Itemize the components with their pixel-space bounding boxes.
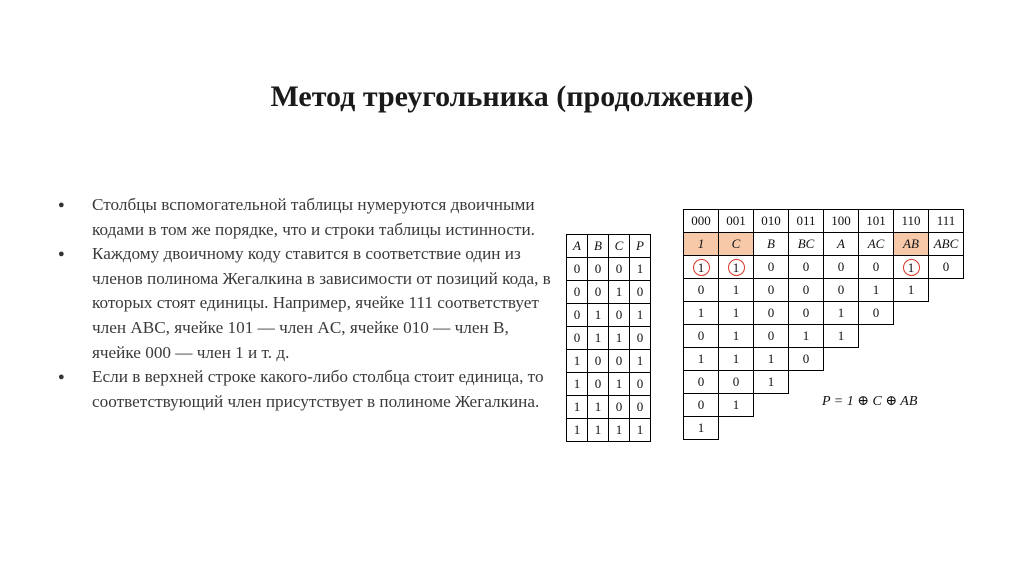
triangle-cell: 0 [684, 394, 719, 417]
triangle-empty-cell [859, 417, 894, 440]
triangle-cell: 1 [719, 279, 754, 302]
bullet-item [58, 242, 558, 365]
truth-table-cell: 1 [630, 419, 651, 442]
triangle-cell: 0 [929, 256, 964, 279]
triangle-term-cell: B [754, 233, 789, 256]
bullet-list [58, 193, 558, 414]
triangle-empty-cell [789, 417, 824, 440]
truth-table-cell: 1 [630, 258, 651, 281]
truth-table-cell: 1 [567, 396, 588, 419]
truth-table-row [567, 304, 651, 327]
triangle-term-cell: ABC [929, 233, 964, 256]
triangle-empty-cell [894, 371, 929, 394]
triangle-cell: 0 [859, 302, 894, 325]
triangle-cell: 1 [684, 417, 719, 440]
bullet-text: Каждому двоичному коду ставится в соответствие один из членов полинома Жегалкина в зависимости от позиций кода, в которых стоят единицы. Например, ячейке 111 соответствует член ABC, ячейке 101 — член AC, ячейке 010 — член B, ячейке 000 — член 1 и т. д. [92, 244, 551, 362]
triangle-empty-cell [929, 417, 964, 440]
truth-table-cell: 1 [588, 396, 609, 419]
truth-table-cell: 1 [588, 304, 609, 327]
triangle-cell: 0 [824, 279, 859, 302]
truth-table-cell: 1 [588, 419, 609, 442]
truth-table-cell: 0 [567, 281, 588, 304]
triangle-cell: 0 [789, 279, 824, 302]
triangle-cell: 1 [684, 348, 719, 371]
triangle-term-cell: AC [859, 233, 894, 256]
triangle-empty-cell [719, 417, 754, 440]
truth-table-cell: 0 [630, 373, 651, 396]
truth-table-cell: 1 [567, 419, 588, 442]
bullet-dot-icon: ● [58, 248, 65, 261]
triangle-cell: 0 [684, 371, 719, 394]
triangle-cell: 0 [789, 256, 824, 279]
triangle-cell: 0 [789, 348, 824, 371]
triangle-cell: 1 [719, 302, 754, 325]
triangle-cell: 0 [754, 325, 789, 348]
truth-table-cell: 0 [609, 396, 630, 419]
zhegalkin-formula: P = 1 ⊕ C ⊕ AB [822, 394, 918, 409]
circled-value: 1 [693, 259, 710, 276]
truth-table-cell: 0 [609, 304, 630, 327]
triangle-empty-cell [824, 417, 859, 440]
triangle-empty-cell [859, 348, 894, 371]
truth-table-cell: 1 [609, 373, 630, 396]
triangle-code-row [684, 210, 964, 233]
triangle-cell: 1 [894, 279, 929, 302]
triangle-code-cell: 100 [824, 210, 859, 233]
triangle-cell: 1 [859, 279, 894, 302]
truth-table-cell: 1 [609, 327, 630, 350]
bullet-item [58, 365, 558, 414]
triangle-empty-cell [929, 302, 964, 325]
triangle-cell: 0 [824, 256, 859, 279]
truth-table-header-cell: B [588, 235, 609, 258]
truth-table-cell: 1 [588, 327, 609, 350]
triangle-term-cell: BC [789, 233, 824, 256]
triangle-code-cell: 000 [684, 210, 719, 233]
triangle-row [684, 279, 964, 302]
truth-table-row [567, 350, 651, 373]
triangle-empty-cell [929, 325, 964, 348]
truth-table-cell: 1 [630, 350, 651, 373]
triangle-cell: 1 [719, 394, 754, 417]
triangle-cell: 1 [789, 325, 824, 348]
slide-title: Метод треугольника (продолжение) [270, 80, 754, 113]
truth-table-cell: 0 [588, 350, 609, 373]
triangle-cell: 1 [719, 325, 754, 348]
triangle-empty-cell [894, 417, 929, 440]
triangle-term-cell: AB [894, 233, 929, 256]
triangle-empty-cell [859, 325, 894, 348]
triangle-empty-cell [859, 371, 894, 394]
triangle-row [684, 348, 964, 371]
truth-table [566, 234, 651, 442]
triangle-empty-cell [929, 371, 964, 394]
triangle-empty-cell [894, 348, 929, 371]
triangle-cell [719, 256, 754, 279]
triangle-empty-cell [789, 371, 824, 394]
triangle-cell: 1 [754, 371, 789, 394]
triangle-code-cell: 110 [894, 210, 929, 233]
triangle-cell: 0 [719, 371, 754, 394]
triangle-empty-cell [929, 348, 964, 371]
truth-table-cell: 0 [609, 258, 630, 281]
triangle-empty-cell [789, 394, 824, 417]
triangle-code-cell: 111 [929, 210, 964, 233]
triangle-row [684, 417, 964, 440]
triangle-empty-cell [894, 302, 929, 325]
truth-table-cell: 0 [588, 373, 609, 396]
truth-table-cell: 0 [567, 304, 588, 327]
circled-value: 1 [903, 259, 920, 276]
triangle-empty-cell [754, 394, 789, 417]
bullet-dot-icon: ● [58, 199, 65, 211]
truth-table-cell: 0 [567, 327, 588, 350]
truth-table-cell: 1 [567, 373, 588, 396]
truth-table-cell: 0 [630, 327, 651, 350]
triangle-cell: 0 [789, 302, 824, 325]
triangle-cell: 1 [824, 325, 859, 348]
truth-table-row [567, 281, 651, 304]
bullet-dot-icon: ● [58, 371, 65, 384]
truth-table-cell: 0 [630, 281, 651, 304]
triangle-code-cell: 001 [719, 210, 754, 233]
triangle-cell: 0 [684, 279, 719, 302]
bullet-text: Столбцы вспомогательной таблицы нумеруются двоичными кодами в том же порядке, что и строки таблицы истинности. [92, 195, 535, 239]
triangle-cell: 0 [754, 279, 789, 302]
truth-table-cell: 0 [630, 396, 651, 419]
triangle-code-cell: 010 [754, 210, 789, 233]
triangle-cell: 0 [754, 256, 789, 279]
triangle-row [684, 325, 964, 348]
triangle-cell: 1 [719, 348, 754, 371]
triangle-cell: 1 [824, 302, 859, 325]
truth-table-row [567, 419, 651, 442]
triangle-cell: 1 [684, 302, 719, 325]
triangle-term-row [684, 233, 964, 256]
triangle-empty-cell [929, 279, 964, 302]
triangle-cell: 0 [859, 256, 894, 279]
triangle-cell [684, 256, 719, 279]
truth-table-cell: 1 [609, 419, 630, 442]
triangle-row [684, 302, 964, 325]
triangle-cell: 1 [754, 348, 789, 371]
triangle-empty-cell [894, 325, 929, 348]
triangle-term-cell: 1 [684, 233, 719, 256]
truth-table-cell: 1 [630, 304, 651, 327]
triangle-empty-cell [929, 394, 964, 417]
circled-value: 1 [728, 259, 745, 276]
triangle-cell [894, 256, 929, 279]
triangle-cell: 0 [684, 325, 719, 348]
truth-table-cell: 1 [609, 281, 630, 304]
triangle-term-cell: A [824, 233, 859, 256]
triangle-empty-cell [824, 371, 859, 394]
truth-table-cell: 1 [567, 350, 588, 373]
truth-table-header-cell: C [609, 235, 630, 258]
triangle-row [684, 256, 964, 279]
triangle-row [684, 371, 964, 394]
bullet-text: Если в верхней строке какого-либо столбца стоит единица, то соответствующий член присутствует в полиноме Жегалкина. [92, 367, 544, 411]
triangle-code-cell: 101 [859, 210, 894, 233]
triangle-code-cell: 011 [789, 210, 824, 233]
truth-table-header-cell: P [630, 235, 651, 258]
triangle-cell: 0 [754, 302, 789, 325]
triangle-empty-cell [824, 348, 859, 371]
truth-table-row [567, 396, 651, 419]
truth-table-row [567, 373, 651, 396]
truth-table-cell: 0 [588, 258, 609, 281]
truth-table-row [567, 327, 651, 350]
truth-table-cell: 0 [567, 258, 588, 281]
triangle-empty-cell [754, 417, 789, 440]
truth-table-cell: 0 [588, 281, 609, 304]
truth-table-header-cell: A [567, 235, 588, 258]
triangle-term-cell: C [719, 233, 754, 256]
truth-table-row [567, 258, 651, 281]
truth-table-cell: 0 [609, 350, 630, 373]
bullet-item [58, 193, 558, 242]
truth-table-header-row [567, 235, 651, 258]
